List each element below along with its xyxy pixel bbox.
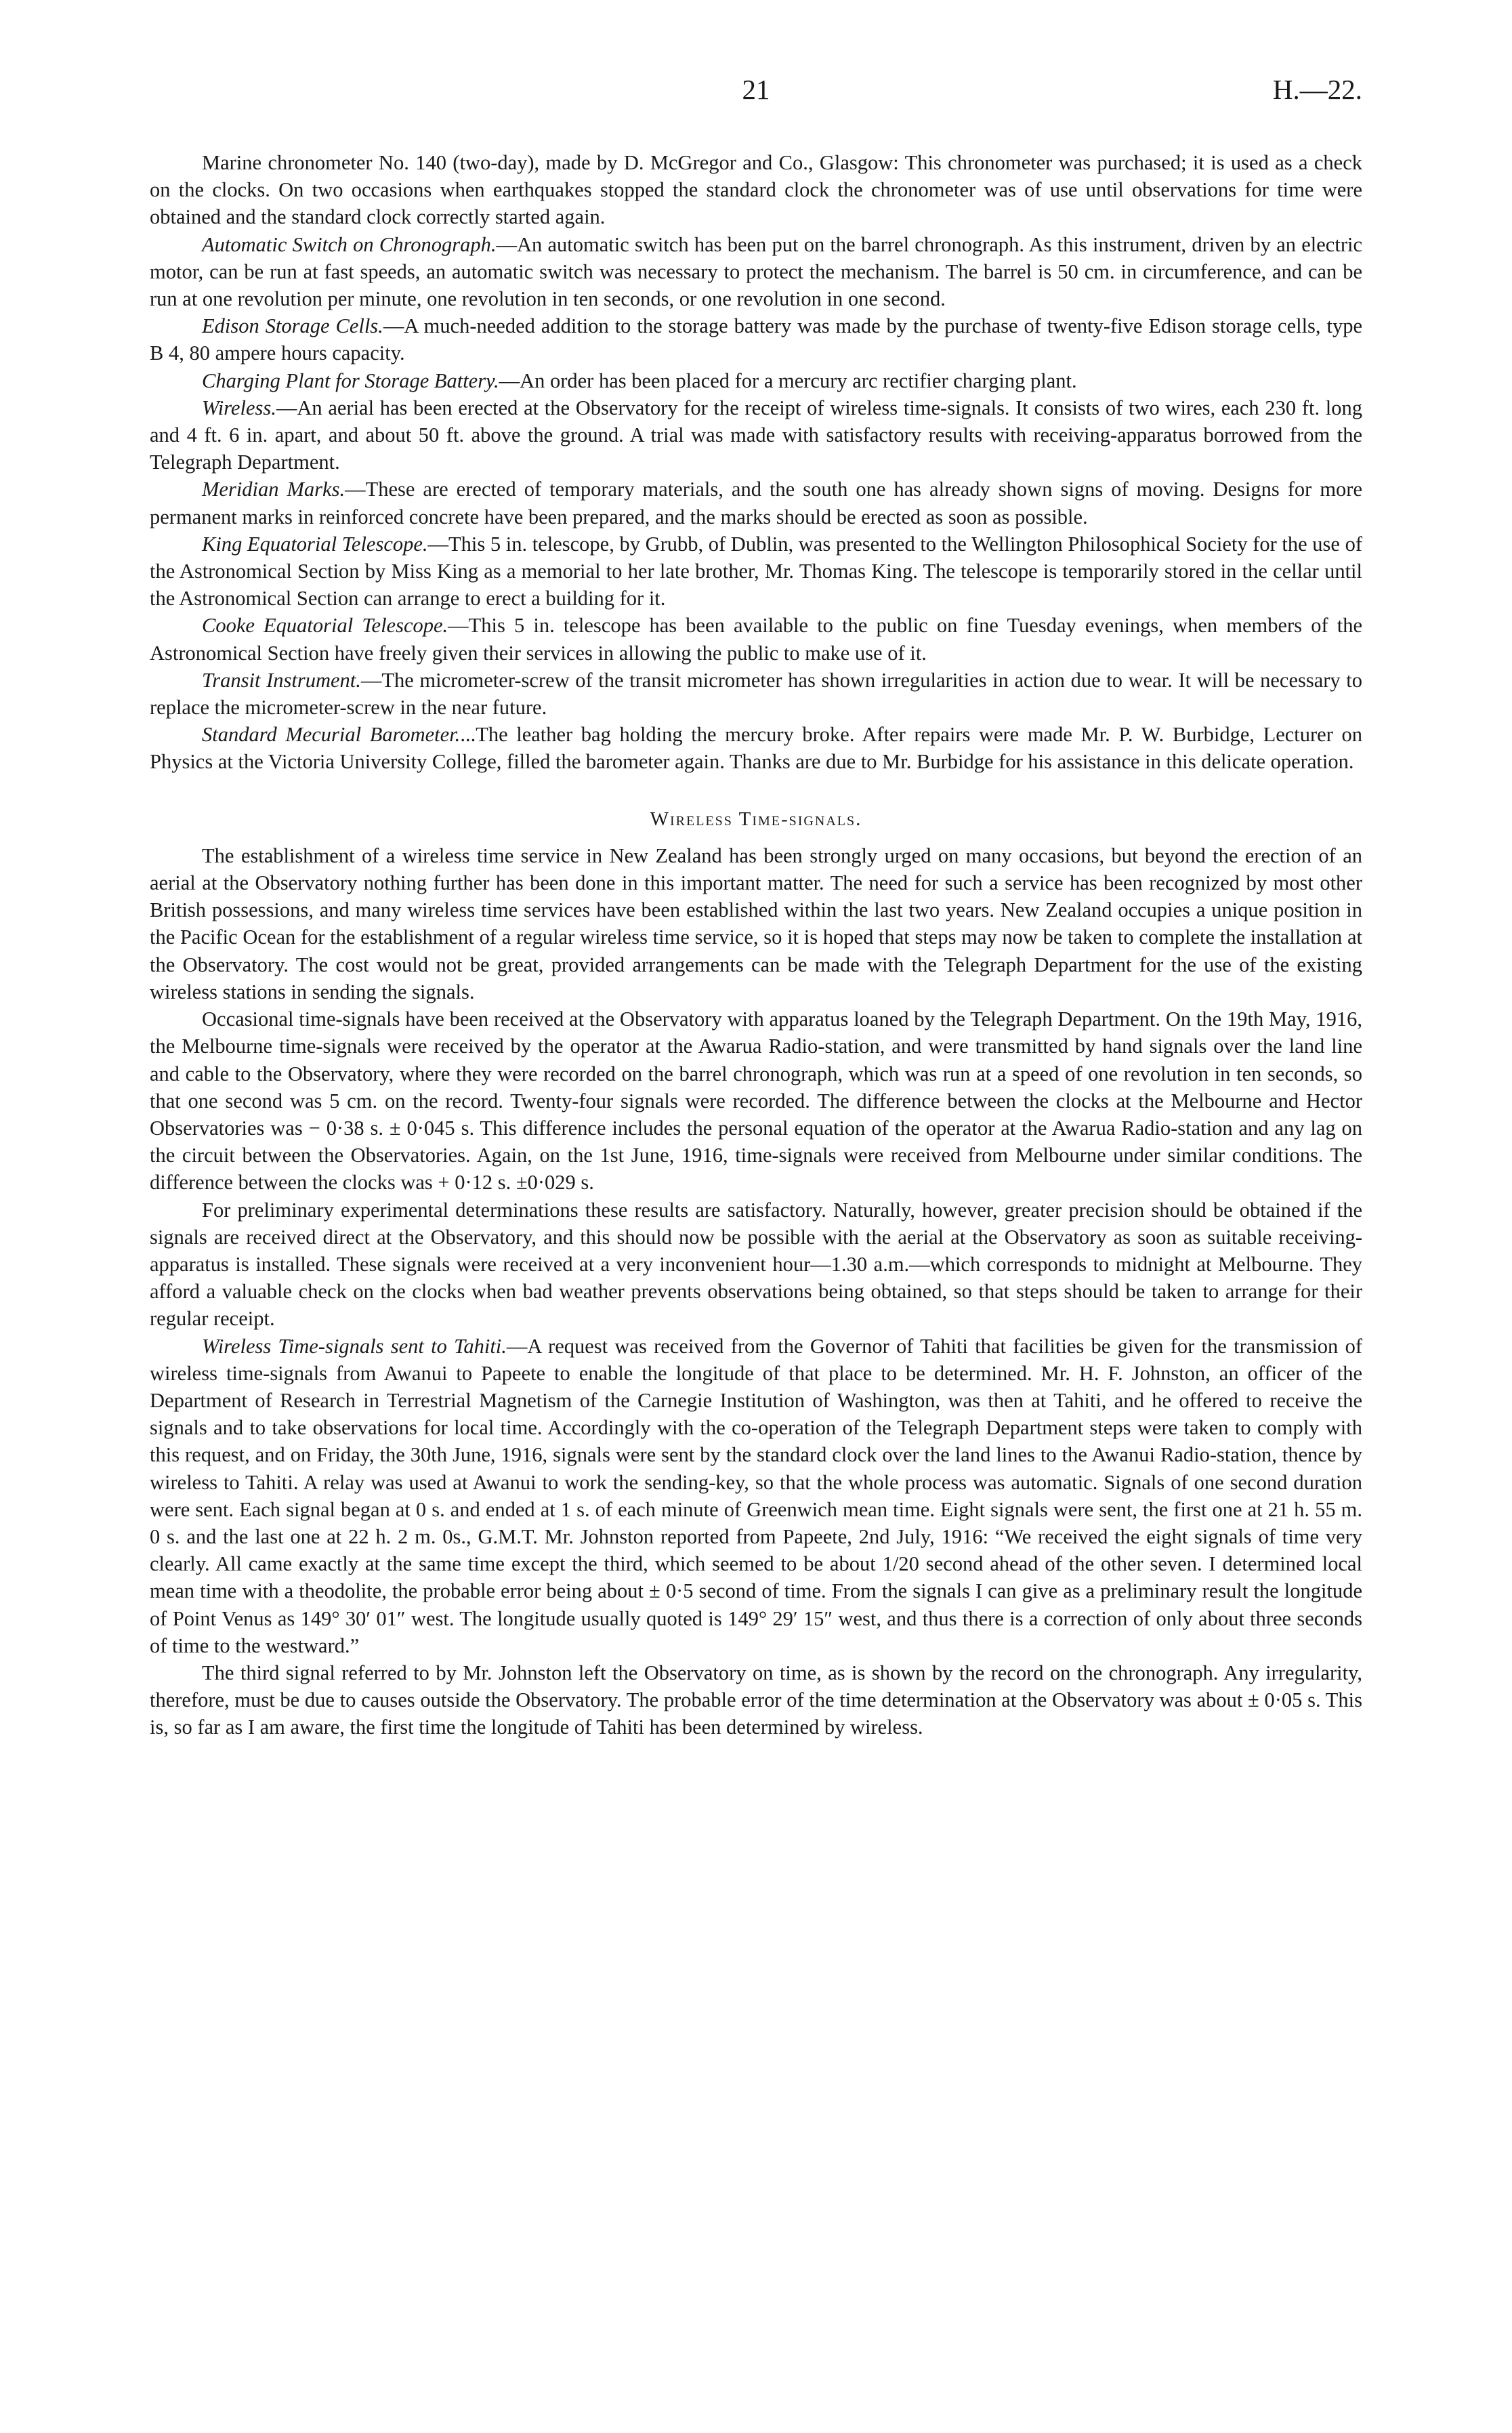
page-number: 21 xyxy=(742,74,770,105)
paragraph xyxy=(150,149,1362,231)
paragraph-heading: Transit Instrument. xyxy=(202,668,361,692)
paragraph-text: ...The leather bag holding the mercury broke. After repairs were made Mr. P. W. Burbidge, Lecturer on Physics at the Victoria University College, filled the barometer again. Thanks are due to Mr. Burbidge for his assistance in this delicate operation. xyxy=(150,723,1362,774)
paragraph-text: —The micrometer-screw of the transit micrometer has shown irregularities in action due to wear. It will be necessary to replace the micrometer-screw in the near future. xyxy=(150,668,1363,720)
instrument-notes xyxy=(150,149,1362,776)
paragraph xyxy=(150,231,1362,313)
section-heading: Wireless Time-signals. xyxy=(650,808,862,830)
paragraph-heading: Meridian Marks. xyxy=(202,478,345,501)
paragraph xyxy=(150,1005,1362,1196)
paragraph-text: —This 5 in. telescope, by Grubb, of Dublin, was presented to the Wellington Philosophical Society for the use of the Astronomical Section by Miss King as a memorial to her late brother, Mr. Thomas King. The telescope is temporarily stored in the cellar until the Astronomical Section can arrange to erect a building for it. xyxy=(150,532,1362,610)
paragraph-text: The third signal referred to by Mr. Johnston left the Observatory on time, as is shown by the record on the chronograph. Any irregularity, therefore, must be due to causes outside the Observatory. The probable error of the time determination at the Observatory was about ± 0·05 s. This is, so far as I am aware, the first time the longitude of Tahiti has been determined by wireless. xyxy=(150,1661,1362,1739)
paragraph-heading: Wireless Time-signals sent to Tahiti. xyxy=(202,1334,507,1358)
paragraph-text: The establishment of a wireless time service in New Zealand has been strongly urged on many occasions, but beyond the erection of an aerial at the Observatory nothing further has been done in this important matter. The need for such a service has been recognized by most other British possessions, and many wireless time services have been established within the last two years. New Zealand occupies a unique position in the Pacific Ocean for the establishment of a regular wireless time service, so it is hoped that steps may now be taken to complete the installation at the Observatory. The cost would not be great, provided arrangements can be made with the Telegraph Department for the use of the existing wireless stations in sending the signals. xyxy=(150,844,1362,1003)
paragraph-heading: Cooke Equatorial Telescope. xyxy=(202,614,448,638)
paragraph xyxy=(150,612,1362,666)
paragraph xyxy=(150,394,1362,476)
paragraph-heading: Wireless. xyxy=(202,396,276,419)
wireless-section xyxy=(150,842,1362,1741)
paragraph-heading: Standard Mecurial Barometer. xyxy=(202,723,461,747)
paragraph xyxy=(150,1659,1362,1741)
paragraph xyxy=(150,531,1362,612)
paragraph xyxy=(150,312,1362,367)
paragraph-heading: Charging Plant for Storage Battery. xyxy=(202,369,499,392)
paragraph-text: —This 5 in. telescope has been available to the public on fine Tuesday evenings, when members of the Astronomical Section have freely given their services in allowing the public to make use of it. xyxy=(150,614,1362,665)
paragraph-text: —An automatic switch has been put on the barrel chronograph. As this instrument, driven by an electric motor, can be run at fast speeds, an automatic switch was necessary to protect the mechanism. The barrel is 50 cm. in circumference, and can be run at one revolution per minute, one revolution in ten seconds, or one revolution in one second. xyxy=(150,232,1362,311)
paragraph xyxy=(150,721,1362,775)
paragraph xyxy=(150,667,1362,721)
paragraph-heading: Automatic Switch on Chronograph. xyxy=(202,232,497,256)
page xyxy=(150,73,1362,1741)
page-header xyxy=(150,73,1362,121)
paragraph-text: Occasional time-signals have been received at the Observatory with apparatus loaned by the Telegraph Department. On the 19th May, 1916, the Melbourne time-signals were received by the operator at the Awarua Radio-station, and were transmitted by hand signals over the land line and cable to the Observatory, where they were recorded on the barrel chronograph, which was run at a speed of one revolution in ten seconds, so that one second was 5 cm. on the record. Twenty-four signals were recorded. The difference between the clocks at the Melbourne and Hector Observatories was − 0·38 s. ± 0·045 s. This difference includes the personal equation of the operator at the Awarua Radio-station and any lag on the circuit between the Observatories. Again, on the 1st June, 1916, time-signals were received from Melbourne under similar conditions. The difference between the clocks was + 0·12 s. ±0·029 s. xyxy=(150,1007,1362,1194)
paragraph xyxy=(150,367,1362,394)
paragraph-text: For preliminary experimental determinations these results are satisfactory. Naturally, however, greater precision should be obtained if the signals are received direct at the Observatory, and this should now be possible with the aerial at the Observatory as soon as suitable receiving-apparatus is installed. These signals were received at a very inconvenient hour—1.30 a.m.—which corresponds to midnight at Melbourne. They afford a valuable check on the clocks when bad weather prevents observations being obtained, so that steps should be taken to arrange for their regular receipt. xyxy=(150,1198,1362,1331)
paragraph xyxy=(150,1333,1362,1659)
paragraph xyxy=(150,1197,1362,1333)
paragraph-text: —These are erected of temporary materials, and the south one has already shown signs of moving. Designs for more permanent marks in reinforced concrete have been prepared, and the marks should be erected as soon as possible. xyxy=(150,478,1362,528)
paragraph xyxy=(150,476,1362,530)
paragraph-heading: King Equatorial Telescope. xyxy=(202,532,428,556)
paragraph-text: —An order has been placed for a mercury arc rectifier charging plant. xyxy=(499,369,1077,392)
paragraph-text: —An aerial has been erected at the Observatory for the receipt of wireless time-signals. It consists of two wires, each 230 ft. long and 4 ft. 6 in. apart, and about 50 ft. above the ground. A trial was made with satisfactory results with receiving-apparatus borrowed from the Telegraph Department. xyxy=(150,396,1362,474)
paragraph-heading: Edison Storage Cells. xyxy=(202,314,383,338)
page-body xyxy=(150,149,1362,1741)
document-reference: H.—22. xyxy=(1272,74,1362,105)
paragraph-text: —A request was received from the Governor of Tahiti that facilities be given for the transmission of wireless time-signals from Awanui to Papeete to enable the longitude of that place to be determined. Mr. H. F. Johnston, an officer of the Department of Research in Terrestrial Magnetism of the Carnegie Institution of Washington, was then at Tahiti, and he offered to receive the signals and to take observations for local time. Accordingly with the co-operation of the Telegraph Department steps were taken to comply with this request, and on Friday, the 30th June, 1916, signals were sent by the standard clock over the land lines to the Awanui Radio-station, thence by wireless to Tahiti. A relay was used at Awanui to work the sending-key, so that the whole process was automatic. Signals of one second duration were sent. Each signal began at 0 s. and ended at 1 s. of each minute of Greenwich mean time. Eight signals were sent, the first one at 21 h. 55 m. 0 s. and the last one at 22 h. 2 m. 0s., G.M.T. Mr. Johnston reported from Papeete, 2nd July, 1916: “We received the eight signals of time very clearly. All came exactly at the same time except the third, which seemed to be about 1/20 second ahead of the other seven. I determined local mean time with a theodolite, the probable error being about ± 0·5 second of time. From the signals I can give as a preliminary result the longitude of Point Venus as 149° 30′ 01″ west. The longitude usually quoted is 149° 29′ 15″ west, and thus there is a correction of only about three seconds of time to the westward.” xyxy=(150,1334,1362,1657)
paragraph xyxy=(150,842,1362,1005)
paragraph-text: Marine chronometer No. 140 (two-day), made by D. McGregor and Co., Glasgow: This chronometer was purchased; it is used as a check on the clocks. On two occasions when earthquakes stopped the standard clock the chronometer was of use until observations for time were obtained and the standard clock correctly started again. xyxy=(150,151,1362,229)
paragraph-text: —A much-needed addition to the storage battery was made by the purchase of twenty-five Edison storage cells, type B 4, 80 ampere hours capacity. xyxy=(150,314,1362,365)
